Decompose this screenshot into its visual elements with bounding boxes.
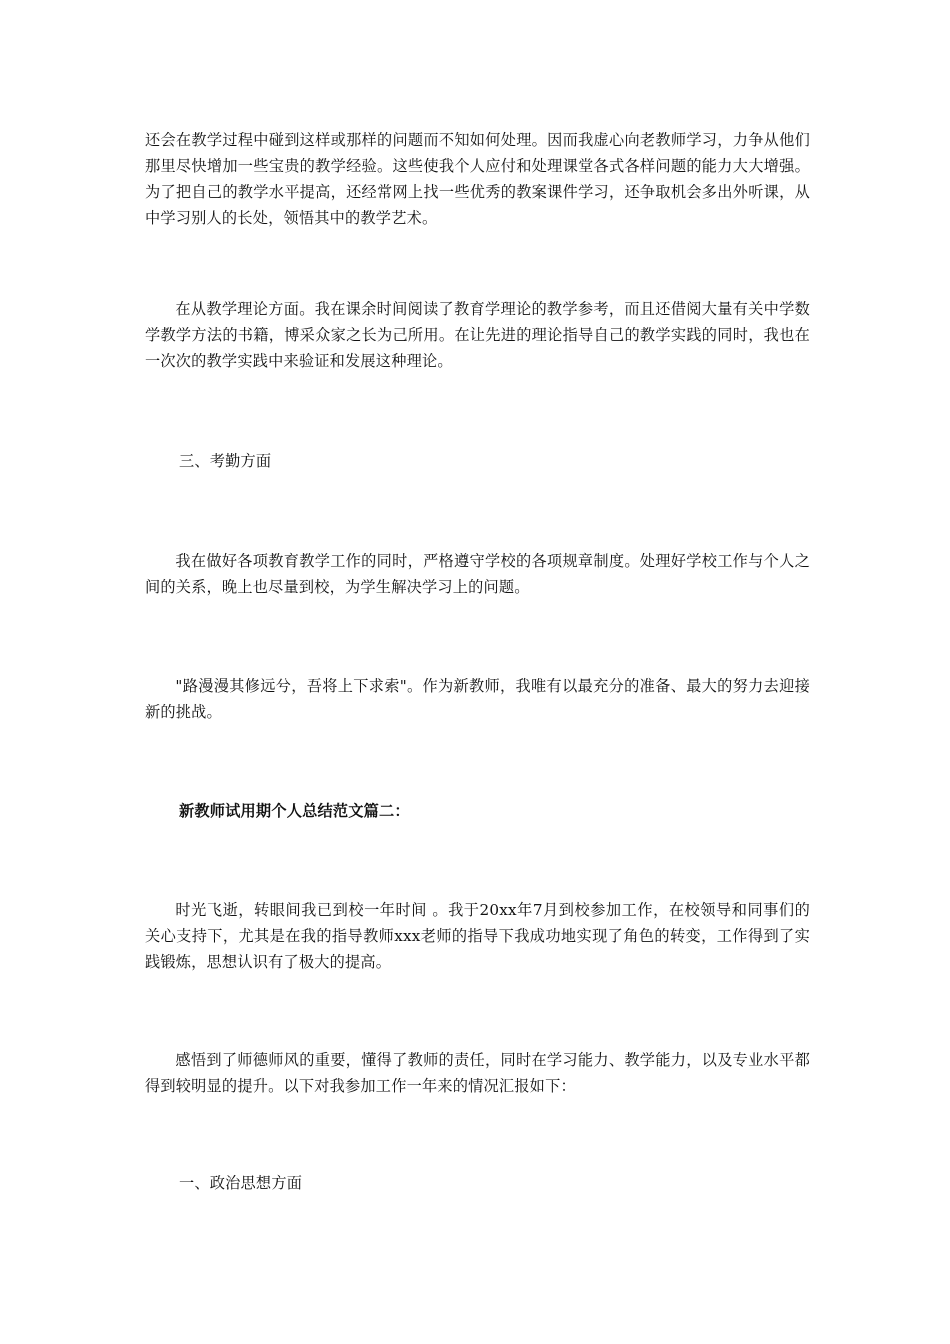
section-title: 新教师试用期个人总结范文篇二： [179,802,410,820]
paragraph-ethics: 感悟到了师德师风的重要，懂得了教师的责任，同时在学习能力、教学能力，以及专业水平都得到较明显的提升。以下对我参加工作一年来的情况汇报如下： [145,1051,810,1095]
paragraph-attendance: 我在做好各项教育教学工作的同时，严格遵守学校的各项规章制度。处理好学校工作与个人之间的关系，晚上也尽量到校，为学生解决学习上的问题。 [145,552,810,596]
paragraph-quote: "路漫漫其修远兮，吾将上下求索"。作为新教师，我唯有以最充分的准备、最大的努力去迎接新的挑战。 [145,677,810,721]
heading-political: 一、政治思想方面 [179,1174,303,1192]
heading-attendance: 三、考勤方面 [179,452,272,470]
paragraph-teaching-experience: 还会在教学过程中碰到这样或那样的问题而不知如何处理。因而我虚心向老教师学习，力争从他们那里尽快增加一些宝贵的教学经验。这些使我个人应付和处理课堂各式各样问题的能力大大增强。为了把自己的教学水平提高，还经常网上找一些优秀的教案课件学习，还争取机会多出外听课，从中学习别人的长处，领悟其中的教学艺术。 [145,131,810,227]
paragraph-one-year: 时光飞逝，转眼间我已到校一年时间 。我于20xx年7月到校参加工作，在校领导和同事们的关心支持下，尤其是在我的指导教师xxx老师的指导下我成功地实现了角色的转变，工作得到了实践锻炼，思想认识有了极大的提高。 [145,901,810,971]
paragraph-teaching-theory: 在从教学理论方面。我在课余时间阅读了教育学理论的教学参考，而且还借阅大量有关中学数学教学方法的书籍，博采众家之长为己所用。在让先进的理论指导自己的教学实践的同时，我也在一次次的教学实践中来验证和发展这种理论。 [145,300,810,370]
